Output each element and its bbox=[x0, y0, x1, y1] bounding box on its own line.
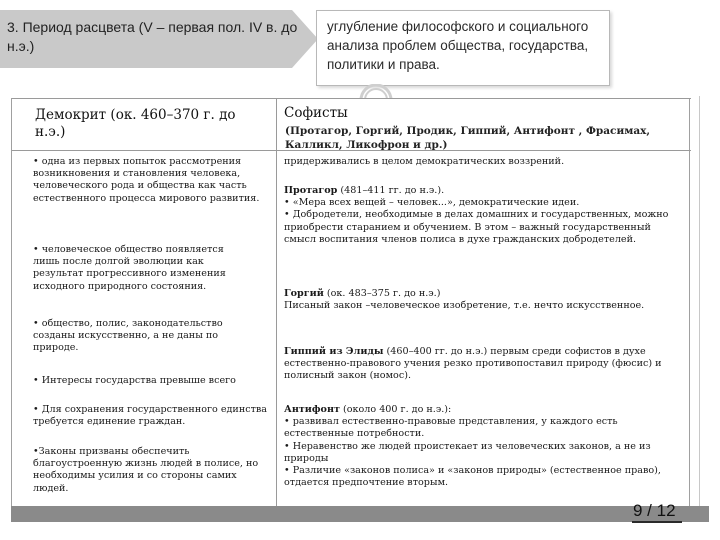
gippiy-text: (460–400 гг. до н.э.) первым среди софистов в духе естественно-правового учения резко противопоставил природу (фюсис) и полисный закон (номос). bbox=[284, 346, 662, 382]
antifont-line: • развивал естественно-правовые представления, у каждого есть естественные потребности. bbox=[284, 416, 618, 440]
protagor-name: Протагор bbox=[284, 185, 338, 196]
left-item: • человеческое общество появляется лишь после долгой эволюции как результат прогрессивного изменения исходного природного состояния. bbox=[33, 244, 226, 292]
gorgiy-line: Писаный закон –человеческое изобретение, т.е. нечто искусственное. bbox=[284, 300, 645, 312]
gippiy-block bbox=[284, 346, 679, 383]
slide-edge-line bbox=[699, 96, 700, 516]
right-column-subtitle: (Протагор, Горгий, Продик, Гиппий, Антифонт , Фрасимах, Калликл, Ликофрон и др.) bbox=[285, 125, 651, 151]
gippiy-name: Гиппий из Элиды bbox=[284, 346, 384, 357]
callout-text: углубление философского и социального анализа проблем общества, государства, политики и права. bbox=[327, 19, 589, 72]
protagor-line: • Добродетели, необходимые в делах домашних и государственных, можно приобрести старанием и обучением. В этом – важный государственный смысл воспитания членов полиса в духе гражданских добродетелей. bbox=[284, 209, 669, 245]
left-item: • одна из первых попыток рассмотрения возникновения и становления человека, человеческого рода и общества как часть естественного процесса мирового развития. bbox=[33, 156, 260, 204]
left-column-title: Демокрит (ок. 460–370 г. до н.э.) bbox=[35, 107, 236, 140]
protagor-block bbox=[284, 185, 679, 246]
sophists-intro: придерживались в целом демократических воззрений. bbox=[284, 156, 565, 167]
protagor-dates: (481–411 гг. до н.э.). bbox=[340, 185, 445, 196]
antifont-block bbox=[284, 404, 679, 489]
right-column-title: Софисты bbox=[284, 105, 348, 121]
antifont-line: • Неравенство же людей проистекает из человеческих законов, а не из природы bbox=[284, 440, 651, 464]
left-item: • Интересы государства превыше всего bbox=[33, 375, 236, 386]
left-item: • общество, полис, законодательство созданы искусственно, а не даны по природе. bbox=[33, 318, 223, 354]
antifont-line: • Различие «законов полиса» и «законов природы» (естественное право), отдается предпочтение вторым. bbox=[284, 465, 661, 489]
table-top-border bbox=[12, 98, 691, 99]
protagor-line: • «Мера всех вещей – человек...», демократические идеи. bbox=[284, 197, 580, 209]
page-number-underline bbox=[632, 521, 682, 523]
content-table bbox=[11, 98, 690, 518]
column-divider bbox=[276, 98, 277, 518]
page-number: 9 / 12 bbox=[633, 501, 676, 520]
left-item: • Для сохранения государственного единства требуется единение граждан. bbox=[33, 404, 268, 428]
callout-box bbox=[316, 10, 610, 86]
gorgiy-block bbox=[284, 288, 679, 312]
section-title: 3. Период расцвета (V – первая пол. IV в. до н.э.) bbox=[7, 19, 298, 54]
left-item: •Законы призваны обеспечить благоустроенную жизнь людей в полисе, но необходимы усилия и со стороны самих людей. bbox=[33, 446, 259, 494]
gorgiy-name: Горгий bbox=[284, 288, 324, 299]
footer-bar bbox=[11, 506, 709, 522]
antifont-dates: (около 400 г. до н.э.): bbox=[342, 404, 452, 415]
antifont-name: Антифонт bbox=[284, 404, 340, 415]
gorgiy-dates: (ок. 483–375 г. до н.э.) bbox=[326, 288, 441, 299]
